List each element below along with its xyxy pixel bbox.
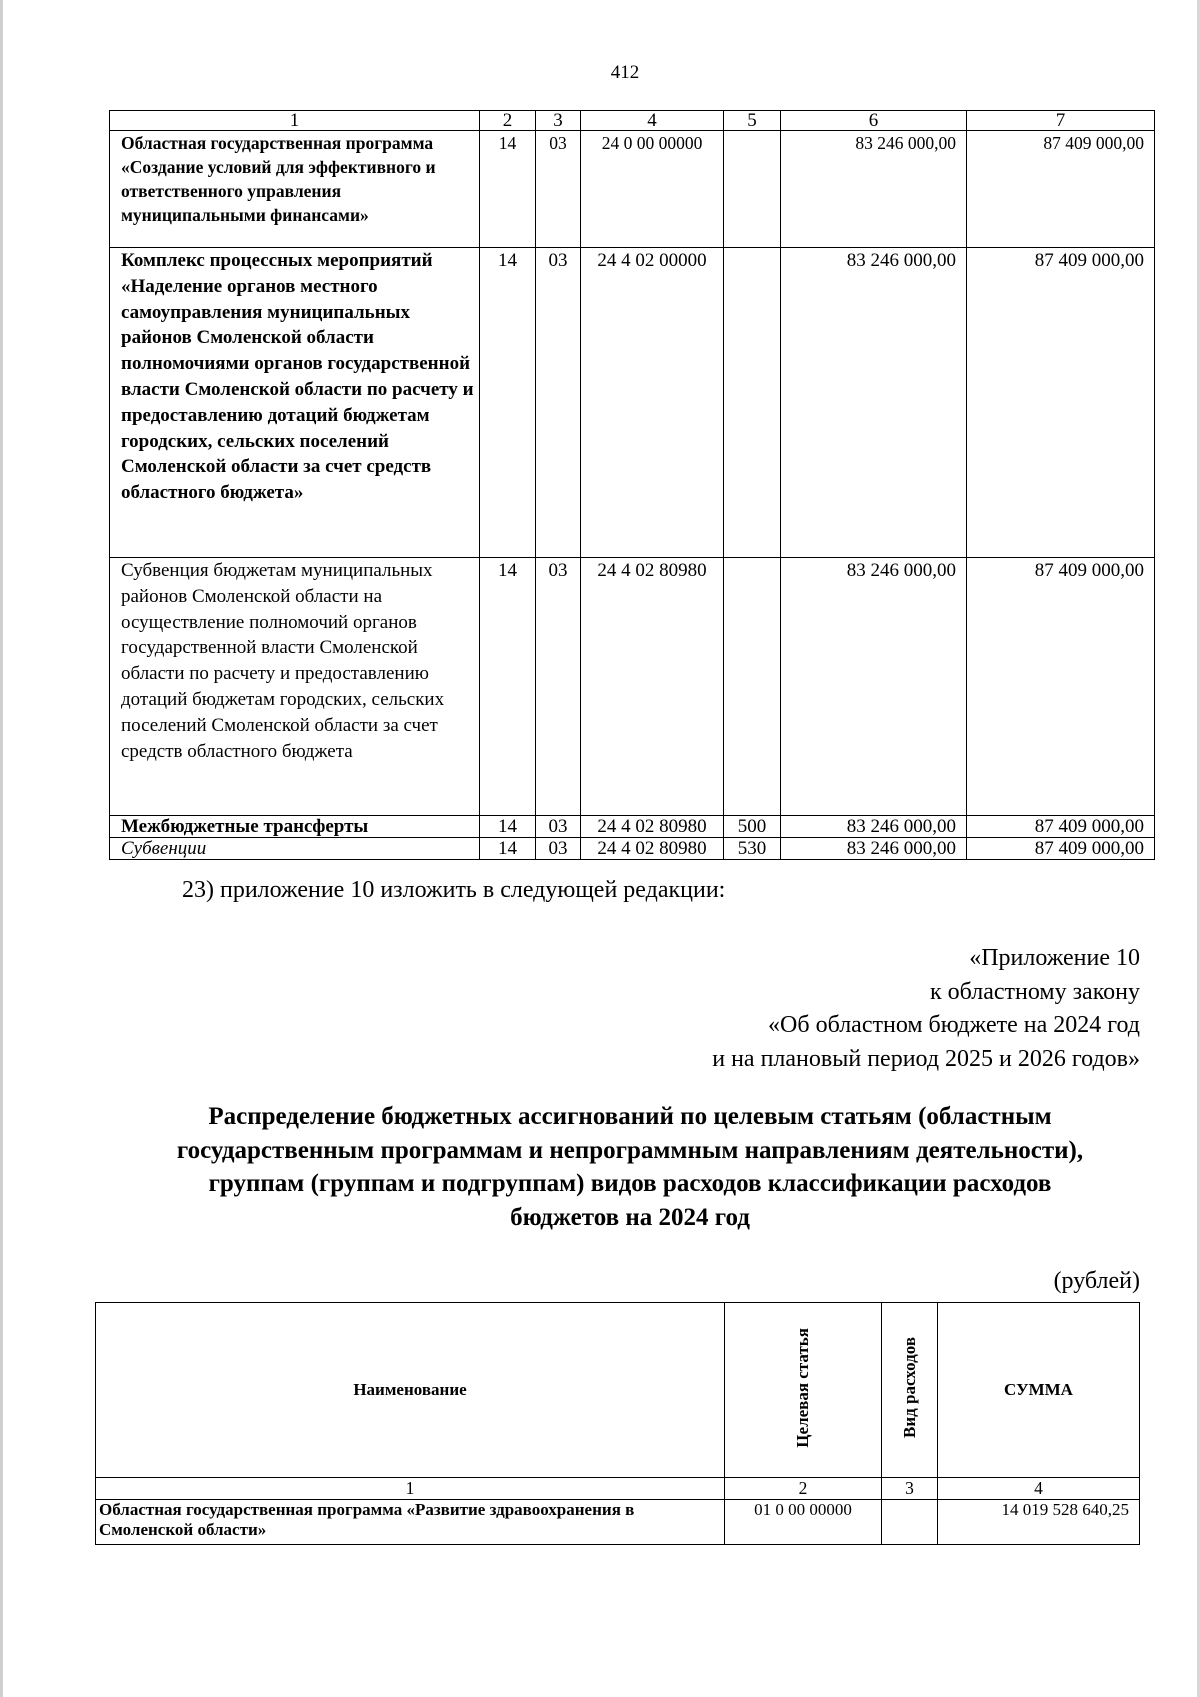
cell-code: 03 (536, 558, 581, 816)
cell-amount: 87 409 000,00 (967, 248, 1155, 558)
budget-table-continued (109, 110, 1155, 860)
cell-type (724, 248, 781, 558)
column-number: 4 (581, 111, 724, 131)
currency-unit: (рублей) (1053, 1268, 1140, 1294)
cell-type (724, 558, 781, 816)
table-row (110, 558, 1155, 816)
cell-amount: 83 246 000,00 (781, 838, 967, 860)
cell-code: 14 (480, 248, 536, 558)
column-number: 2 (480, 111, 536, 131)
column-number: 3 (536, 111, 581, 131)
cell-code: 14 (480, 816, 536, 838)
row-name: Областная государственная программа «Развитие здравоохранения в Смоленской области» (96, 1500, 725, 1545)
header-sum: СУММА (938, 1303, 1140, 1478)
title-line: группам (группам и подгруппам) видов расходов классификации расходов (208, 1170, 1052, 1197)
cell-amount: 87 409 000,00 (967, 131, 1155, 248)
page-number: 412 (610, 62, 640, 83)
cell-amount: 87 409 000,00 (967, 816, 1155, 838)
column-number: 1 (110, 111, 480, 131)
cell-code: 14 (480, 558, 536, 816)
cell-type (724, 131, 781, 248)
title-line: Распределение бюджетных ассигнований по целевым статьям (областным (208, 1103, 1052, 1130)
header-expense-type: Вид расходов (882, 1303, 938, 1478)
cell-target: 24 0 00 00000 (581, 131, 724, 248)
cell-sum: 14 019 528 640,25 (938, 1500, 1140, 1545)
cell-code: 03 (536, 131, 581, 248)
cell-amount: 83 246 000,00 (781, 816, 967, 838)
column-number: 7 (967, 111, 1155, 131)
cell-type: 530 (724, 838, 781, 860)
column-number: 1 (96, 1478, 725, 1500)
column-number: 3 (882, 1478, 938, 1500)
cell-code: 03 (536, 248, 581, 558)
cell-code: 14 (480, 131, 536, 248)
title-line: государственным программам и непрограммным направлениям деятельности), (176, 1136, 1084, 1164)
cell-amount: 87 409 000,00 (967, 558, 1155, 816)
table-row (110, 816, 1155, 838)
cell-target: 24 4 02 80980 (581, 838, 724, 860)
row-name: Субвенции (110, 838, 480, 860)
table-row (110, 838, 1155, 860)
appendix-line: и на плановый период 2025 и 2026 годов» (712, 1045, 1140, 1072)
cell-amount: 87 409 000,00 (967, 838, 1155, 860)
cell-target: 24 4 02 80980 (581, 558, 724, 816)
column-number: 2 (725, 1478, 882, 1500)
title-line: бюджетов на 2024 год (510, 1203, 750, 1231)
table-header-row (96, 1303, 1140, 1478)
cell-amount: 83 246 000,00 (781, 131, 967, 248)
column-number-row (96, 1478, 1140, 1500)
cell-amount: 83 246 000,00 (781, 248, 967, 558)
cell-target: 24 4 02 80980 (581, 816, 724, 838)
row-name: Субвенция бюджетам муниципальных районов Смоленской области на осуществление полномочий органов государственной власти Смоленской области по расчету и предоставлению дотаций бюджетам городских, сельских поселений Смоленской области за счет средств областного бюджета (110, 558, 480, 816)
column-number: 4 (938, 1478, 1140, 1500)
allocation-table (95, 1302, 1140, 1545)
header-name: Наименование (96, 1303, 725, 1478)
cell-type (882, 1500, 938, 1545)
amendment-instruction: 23) приложение 10 изложить в следующей редакции: (182, 877, 726, 903)
cell-code: 14 (480, 838, 536, 860)
table-row (110, 131, 1155, 248)
cell-code: 03 (536, 838, 581, 860)
row-name: Комплекс процессных мероприятий «Наделение органов местного самоуправления муниципальных районов Смоленской области полномочиями органов государственной власти Смоленской области по расчету и предоставлению дотаций бюджетам городских, сельских поселений Смоленской области за счет средств областного бюджета» (110, 248, 480, 558)
table-row (110, 248, 1155, 558)
cell-type: 500 (724, 816, 781, 838)
cell-amount: 83 246 000,00 (781, 558, 967, 816)
column-number: 6 (781, 111, 967, 131)
table-row (96, 1500, 1140, 1545)
appendix-line: к областному закону (929, 978, 1140, 1005)
appendix-heading (712, 942, 1140, 1076)
document-title (80, 1100, 1180, 1234)
row-name: Межбюджетные трансферты (110, 816, 480, 838)
appendix-line: «Приложение 10 (969, 945, 1140, 971)
column-number: 5 (724, 111, 781, 131)
row-name: Областная государственная программа «Создание условий для эффективного и ответственного управления муниципальными финансами» (110, 131, 480, 248)
scan-edge-left (0, 0, 3, 1697)
header-target-article: Целевая статья (725, 1303, 882, 1478)
cell-target: 24 4 02 00000 (581, 248, 724, 558)
cell-code: 03 (536, 816, 581, 838)
appendix-line: «Об областном бюджете на 2024 год (768, 1012, 1140, 1038)
cell-target: 01 0 00 00000 (725, 1500, 882, 1545)
table-header-row (110, 111, 1155, 131)
